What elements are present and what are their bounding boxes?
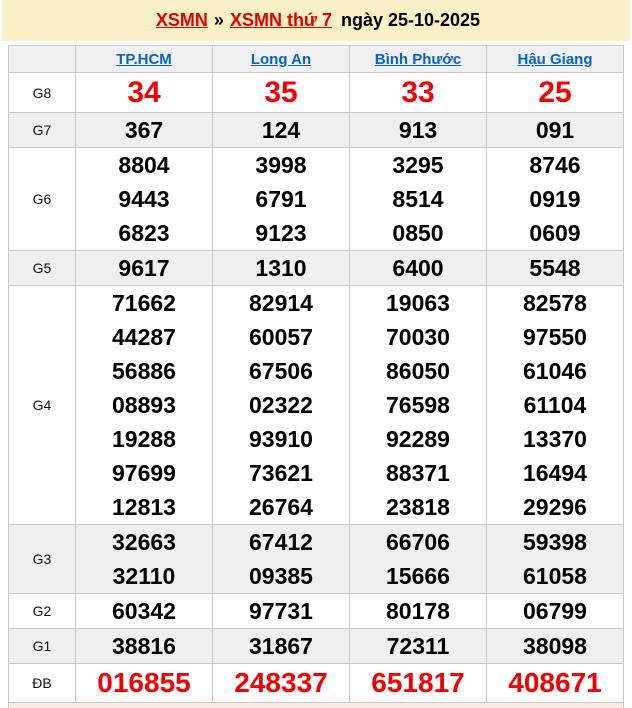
prize-number: 15666 [386, 563, 450, 589]
prize-number: 6400 [392, 255, 444, 281]
prize-number: 6823 [118, 220, 170, 246]
results-tbody [9, 73, 624, 703]
prize-numbers-cell [213, 594, 350, 629]
prize-number: 1310 [255, 255, 307, 281]
prize-numbers-cell [76, 251, 213, 286]
prize-number: 8514 [392, 186, 444, 212]
prize-number: 88371 [386, 460, 450, 486]
prize-row-g2 [9, 594, 624, 629]
corner-cell [9, 46, 76, 73]
prize-numbers-cell [350, 286, 487, 525]
prize-row-g1 [9, 629, 624, 664]
prize-number: 09385 [249, 563, 313, 589]
prize-number: 73621 [249, 460, 313, 486]
haugiang-link[interactable]: Hậu Giang [517, 50, 593, 68]
prize-numbers-cell [76, 525, 213, 594]
prize-numbers-cell [213, 286, 350, 525]
prize-row-g5 [9, 251, 624, 286]
prize-number: 38816 [112, 633, 176, 659]
prize-number: 016855 [97, 667, 191, 698]
prize-number: 61058 [523, 563, 587, 589]
prize-number: 26764 [249, 494, 313, 520]
page-title-banner [2, 0, 630, 41]
prize-number: 25 [538, 76, 572, 109]
prize-numbers-cell [213, 525, 350, 594]
prize-number: 93910 [249, 426, 313, 452]
draw-date: ngày 25-10-2025 [340, 10, 481, 30]
prize-number: 34 [127, 76, 161, 109]
prize-numbers-cell [350, 525, 487, 594]
prize-numbers-cell [487, 251, 624, 286]
prize-number: 70030 [386, 324, 450, 350]
tphcm-link[interactable]: TP.HCM [116, 50, 172, 68]
prize-number: 408671 [508, 667, 602, 698]
xsmn-day-link[interactable]: XSMN thứ 7 [229, 10, 332, 30]
prize-numbers-cell [213, 113, 350, 148]
prize-numbers-cell [350, 148, 487, 251]
prize-number: 67412 [249, 529, 313, 555]
prize-numbers-cell [76, 148, 213, 251]
prize-number: 35 [264, 76, 298, 109]
prize-number: 80178 [386, 598, 450, 624]
prize-label: ĐB [9, 664, 76, 703]
prize-number: 32663 [112, 529, 176, 555]
prize-number: 19063 [386, 290, 450, 316]
prize-label: G2 [9, 594, 76, 629]
prize-numbers-cell [487, 525, 624, 594]
column-header-longan [213, 46, 350, 73]
prize-number: 29296 [523, 494, 587, 520]
prize-number: 31867 [249, 633, 313, 659]
prize-number: 0919 [529, 186, 581, 212]
prize-numbers-cell [76, 664, 213, 703]
prize-number: 02322 [249, 392, 313, 418]
prize-number: 23818 [386, 494, 450, 520]
prize-numbers-cell [487, 286, 624, 525]
prize-numbers-cell [76, 594, 213, 629]
prize-number: 66706 [386, 529, 450, 555]
prize-numbers-cell [350, 113, 487, 148]
prize-numbers-cell [350, 251, 487, 286]
next-section-strip [8, 703, 624, 708]
prize-number: 3998 [255, 152, 307, 178]
column-header-tphcm [76, 46, 213, 73]
prize-label: G8 [9, 73, 76, 113]
prize-numbers-cell [76, 73, 213, 113]
prize-label: G1 [9, 629, 76, 664]
binhphuoc-link[interactable]: Bình Phước [374, 50, 462, 68]
prize-number: 3295 [392, 152, 444, 178]
prize-number: 44287 [112, 324, 176, 350]
prize-numbers-cell [487, 629, 624, 664]
prize-numbers-cell [350, 664, 487, 703]
prize-numbers-cell [350, 629, 487, 664]
prize-row-g8 [9, 73, 624, 113]
prize-label: G3 [9, 525, 76, 594]
column-header-binhphuoc [350, 46, 487, 73]
prize-number: 9443 [118, 186, 170, 212]
xsmn-link[interactable]: XSMN [155, 10, 208, 30]
breadcrumb-separator: » [213, 10, 224, 30]
prize-number: 651817 [371, 667, 465, 698]
prize-numbers-cell [487, 594, 624, 629]
prize-label: G7 [9, 113, 76, 148]
prize-number: 60057 [249, 324, 313, 350]
prize-number: 913 [398, 117, 438, 143]
prize-row-g4 [9, 286, 624, 525]
prize-row-g7 [9, 113, 624, 148]
prize-numbers-cell [213, 664, 350, 703]
prize-numbers-cell [487, 664, 624, 703]
prize-number: 8804 [118, 152, 170, 178]
prize-number: 32110 [112, 563, 176, 589]
prize-numbers-cell [487, 73, 624, 113]
prize-number: 8746 [529, 152, 581, 178]
prize-number: 82578 [523, 290, 587, 316]
prize-number: 16494 [523, 460, 587, 486]
prize-number: 97550 [523, 324, 587, 350]
prize-number: 33 [401, 76, 435, 109]
prize-numbers-cell [76, 113, 213, 148]
prize-number: 86050 [386, 358, 450, 384]
prize-number: 82914 [249, 290, 313, 316]
prize-number: 248337 [234, 667, 328, 698]
prize-numbers-cell [350, 73, 487, 113]
prize-number: 9123 [255, 220, 307, 246]
prize-numbers-cell [213, 148, 350, 251]
prize-number: 59398 [523, 529, 587, 555]
prize-number: 9617 [118, 255, 170, 281]
prize-number: 6791 [255, 186, 307, 212]
prize-number: 97699 [112, 460, 176, 486]
prize-number: 92289 [386, 426, 450, 452]
prize-number: 67506 [249, 358, 313, 384]
prize-number: 38098 [523, 633, 587, 659]
prize-number: 5548 [529, 255, 581, 281]
prize-number: 091 [535, 117, 575, 143]
prize-numbers-cell [213, 73, 350, 113]
prize-numbers-cell [76, 629, 213, 664]
prize-number: 367 [124, 117, 164, 143]
prize-number: 60342 [112, 598, 176, 624]
longan-link[interactable]: Long An [250, 50, 312, 68]
prize-numbers-cell [487, 113, 624, 148]
prize-numbers-cell [213, 629, 350, 664]
prize-number: 61104 [523, 392, 587, 418]
prize-number: 97731 [249, 598, 313, 624]
prize-number: 71662 [112, 290, 176, 316]
prize-numbers-cell [487, 148, 624, 251]
prize-number: 06799 [523, 598, 587, 624]
prize-row-đb [9, 664, 624, 703]
prize-row-g6 [9, 148, 624, 251]
prize-number: 0609 [529, 220, 581, 246]
prize-label: G5 [9, 251, 76, 286]
prize-number: 0850 [392, 220, 444, 246]
prize-label: G4 [9, 286, 76, 525]
prize-number: 72311 [386, 633, 450, 659]
prize-number: 124 [261, 117, 301, 143]
prize-number: 19288 [112, 426, 176, 452]
prize-number: 08893 [112, 392, 176, 418]
prize-number: 12813 [112, 494, 176, 520]
prize-label: G6 [9, 148, 76, 251]
prize-number: 56886 [112, 358, 176, 384]
prize-number: 61046 [523, 358, 587, 384]
lottery-results-table [8, 45, 624, 703]
column-header-haugiang [487, 46, 624, 73]
prize-number: 76598 [386, 392, 450, 418]
prize-row-g3 [9, 525, 624, 594]
prize-numbers-cell [76, 286, 213, 525]
prize-numbers-cell [350, 594, 487, 629]
prize-numbers-cell [213, 251, 350, 286]
header-row [9, 46, 624, 73]
prize-number: 13370 [523, 426, 587, 452]
